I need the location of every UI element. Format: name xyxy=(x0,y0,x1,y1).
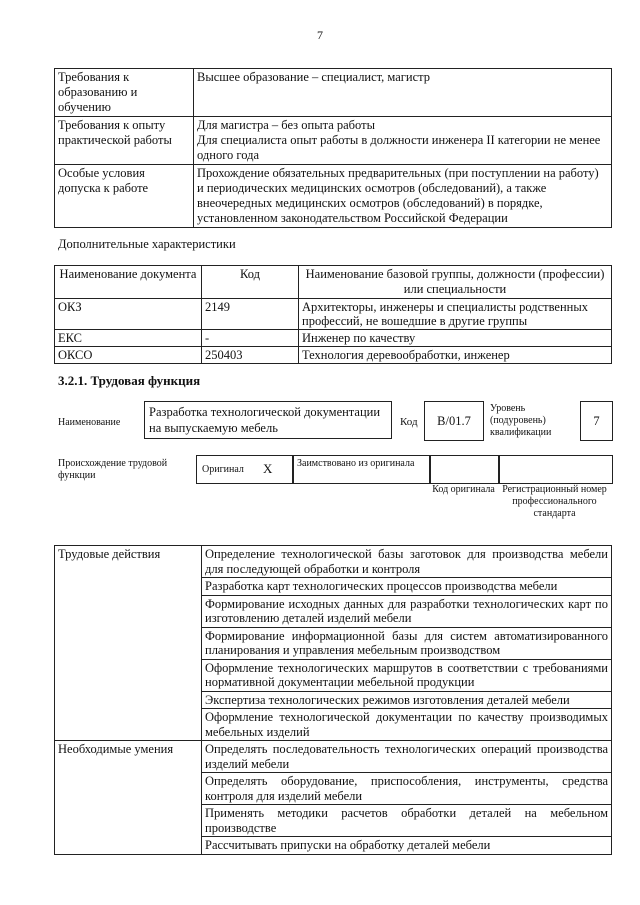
requirement-value: Для магистра – без опыта работы Для специалиста опыт работы в должности инженера II категории не менее одного года xyxy=(194,117,612,165)
name-label: Наименование xyxy=(58,417,121,428)
column-header: Наименование документа xyxy=(55,266,202,299)
table-cell: - xyxy=(202,330,299,347)
code-original-label: Код оригинала xyxy=(432,484,495,495)
requirements-table xyxy=(54,68,612,228)
column-header: Наименование базовой группы, должности (профессии) или специальности xyxy=(299,266,612,299)
level-box: 7 xyxy=(580,401,613,441)
action-item: Экспертиза технологических режимов изготовления деталей мебели xyxy=(202,691,612,709)
skill-item: Определять последовательность технологических операций производства изделий мебели xyxy=(202,741,612,773)
code-original-box xyxy=(429,455,500,484)
table-row xyxy=(55,299,612,330)
function-name-box: Разработка технологической документации на выпускаемую мебель xyxy=(144,401,392,439)
reg-number-box xyxy=(498,455,613,484)
table-cell: ОКЗ xyxy=(55,299,202,330)
action-item: Оформление технологических маршрутов в соответствии с требованиями нормативной документации мебельной продукции xyxy=(202,659,612,691)
table-cell: ОКСО xyxy=(55,347,202,364)
code-label: Код xyxy=(400,416,418,428)
action-item: Определение технологической базы заготовок для производства мебели для последующей обработки и контроля xyxy=(202,546,612,578)
original-box xyxy=(196,455,294,484)
original-label: Оригинал xyxy=(202,464,244,475)
skill-item: Определять оборудование, приспособления, инструменты, средства контроля для изделий мебели xyxy=(202,773,612,805)
requirement-value: Прохождение обязательных предварительных (при поступлении на работу) и периодических медицинских осмотров (обследований), а также внеочередных медицинских осмотров (обследований) в порядке, установленном законодательством Российской Федерации xyxy=(194,165,612,228)
table-row xyxy=(55,330,612,347)
action-item: Оформление технологической документации по качеству производимых мебельных изделий xyxy=(202,709,612,741)
page-number: 7 xyxy=(317,28,323,42)
borrowed-box xyxy=(292,455,431,484)
requirement-label: Особые условия допуска к работе xyxy=(55,165,194,228)
table-row xyxy=(55,165,612,228)
table-cell: Технология деревообработки, инженер xyxy=(299,347,612,364)
action-item: Формирование информационной базы для систем автоматизированного планирования и управления мебельным производством xyxy=(202,627,612,659)
table-header-row xyxy=(55,266,612,299)
section-heading: 3.2.1. Трудовая функция xyxy=(58,373,201,388)
table-row xyxy=(55,741,612,773)
table-row xyxy=(55,69,612,117)
borrowed-label: Заимствовано из оригинала xyxy=(297,458,415,469)
action-item: Формирование исходных данных для разработки технологических карт по изготовлению деталей изделий мебели xyxy=(202,595,612,627)
requirement-label: Требования к опыту практической работы xyxy=(55,117,194,165)
requirement-value: Высшее образование – специалист, магистр xyxy=(194,69,612,117)
skill-item: Применять методики расчетов обработки деталей на мебельном производстве xyxy=(202,805,612,837)
actions-skills-table xyxy=(54,545,612,855)
skill-item: Рассчитывать припуски на обработку деталей мебели xyxy=(202,837,612,855)
table-cell: 2149 xyxy=(202,299,299,330)
original-mark: X xyxy=(263,461,273,476)
reg-number-label: Регистрационный номер профессионального стандарта xyxy=(502,484,607,519)
table-row xyxy=(55,117,612,165)
action-item: Разработка карт технологических процессов производства мебели xyxy=(202,578,612,596)
table-cell: Инженер по качеству xyxy=(299,330,612,347)
code-box: B/01.7 xyxy=(424,401,484,441)
level-label: Уровень (подуровень) квалификации xyxy=(490,403,552,438)
actions-label: Трудовые действия xyxy=(55,546,202,741)
column-header: Код xyxy=(202,266,299,299)
origin-label: Происхождение трудовой функции xyxy=(58,458,168,481)
table-cell: Архитекторы, инженеры и специалисты родственных профессий, не вошедшие в другие группы xyxy=(299,299,612,330)
skills-label: Необходимые умения xyxy=(55,741,202,855)
table-cell: 250403 xyxy=(202,347,299,364)
requirement-label: Требования к образованию и обучению xyxy=(55,69,194,117)
table-cell: ЕКС xyxy=(55,330,202,347)
table-row xyxy=(55,546,612,578)
additional-title: Дополнительные характеристики xyxy=(58,237,236,251)
table-row xyxy=(55,347,612,364)
additional-table xyxy=(54,265,612,364)
